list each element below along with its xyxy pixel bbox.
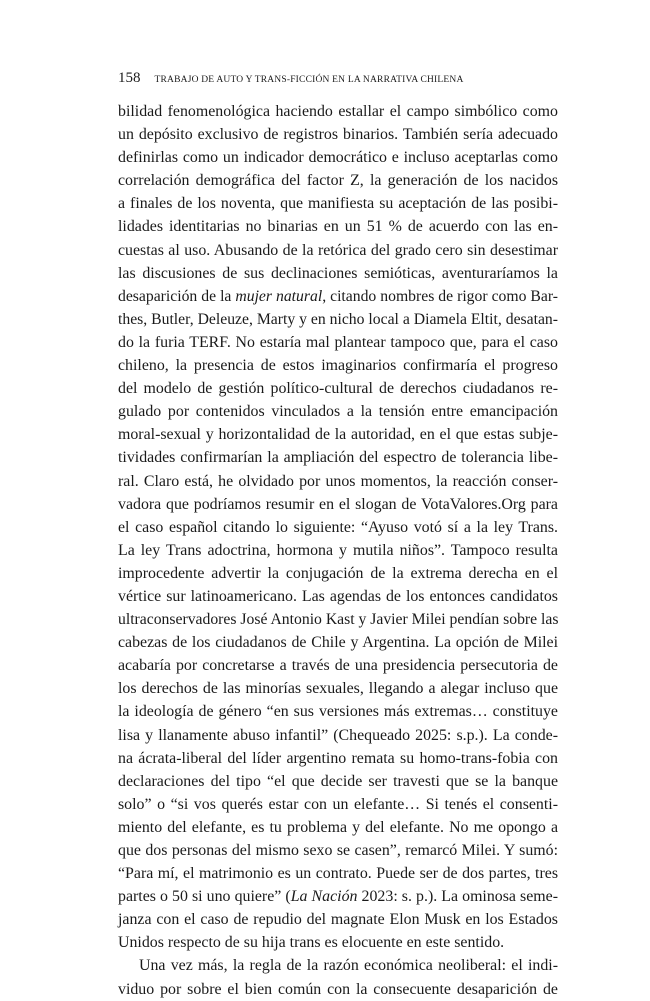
text-line: definirlas como un indicador democrático e incluso aceptarlas como xyxy=(118,149,558,167)
text-line: declaraciones del tipo “el que decide ser travesti que se la banque xyxy=(118,772,558,790)
text-line: improcedente advertir la conjugación de la extrema derecha en el xyxy=(118,564,558,582)
text-line: ral. Claro está, he olvidado por unos momentos, la reacción conser- xyxy=(118,472,558,490)
text-line: el caso español citando lo siguiente: “Ayuso votó sí a la ley Trans. xyxy=(118,518,558,536)
text-line: correlación demográfica del factor Z, la generación de los nacidos xyxy=(118,172,558,190)
text-line: vadora que podríamos resumir en el slogan de VotaValores.Org para xyxy=(118,495,558,513)
text-line: miento del elefante, es tu problema y del elefante. No me opongo a xyxy=(118,818,558,836)
text-line: cuestas al uso. Abusando de la retórica del grado cero sin desestimar xyxy=(118,241,558,259)
page-number: 158 xyxy=(118,70,141,86)
text-line: las discusiones de sus declinaciones semióticas, aventuraríamos la xyxy=(118,264,558,282)
text-line: a finales de los noventa, que manifiesta su aceptación de las posibi- xyxy=(118,195,558,213)
text-line: do la furia TERF. No estaría mal plantear tampoco que, para el caso xyxy=(118,333,558,351)
text-line: la ideología de género “en sus versiones más extremas… constituye xyxy=(118,703,558,721)
text-line: “Para mí, el matrimonio es un contrato. Puede ser de dos partes, tres xyxy=(118,865,558,883)
italic-term: mujer natural xyxy=(235,287,323,305)
text-line: ultraconservadores José Antonio Kast y Javier Milei pendían sobre las xyxy=(118,611,559,629)
text-line: moral-sexual y horizontalidad de la autoridad, en el que estas subje- xyxy=(118,426,558,444)
text-line: cabezas de los ciudadanos de Chile y Argentina. La opción de Milei xyxy=(118,634,558,652)
italic-source: La Nación xyxy=(290,888,358,906)
text-line: bilidad fenomenológica haciendo estallar el campo simbólico como xyxy=(118,103,558,120)
text-line: que dos personas del mismo sexo se casen”, remarcó Milei. Y sumó: xyxy=(118,842,558,859)
text-line: viduo por sobre el bien común con la consecuente desaparición de xyxy=(118,980,558,998)
text-line: thes, Butler, Deleuze, Marty y en nicho local a Diamela Eltit, desatan- xyxy=(118,310,558,328)
text-line: un depósito exclusivo de registros binarios. También sería adecuado xyxy=(118,126,558,144)
running-head: TRABAJO DE AUTO Y TRANS-FICCIÓN EN LA NARRATIVA CHILENA xyxy=(154,75,464,85)
paragraph-last-line: Unidos respecto de su hija trans es elocuente en este sentido. xyxy=(118,934,505,952)
text-line: del modelo de gestión político-cultural de derechos ciudadanos re- xyxy=(118,380,558,398)
text-line: chileno, la presencia de estos imaginarios confirmaría el progreso xyxy=(118,357,558,375)
text-line: vértice sur latinoamericano. Las agendas de los entonces candidatos xyxy=(118,587,558,605)
text-line: tividades confirmarían la ampliación del espectro de tolerancia libe- xyxy=(118,449,558,467)
text-line: los derechos de las minorías sexuales, llegando a alegar incluso que xyxy=(118,680,558,698)
text-line: desaparición de la mujer natural, citando nombres de rigor como Bar- xyxy=(118,287,558,305)
text-line: solo” o “si vos querés estar con un elefante… Si tenés el consenti- xyxy=(118,795,558,813)
body-text xyxy=(118,100,558,1001)
text-line: gulado por contenidos vinculados a la tensión entre emancipación xyxy=(118,403,558,421)
paragraph-first-line: Una vez más, la regla de la razón económica neoliberal: el indi- xyxy=(139,957,558,975)
page-header xyxy=(118,70,558,87)
text-line: acabaría por concretarse a través de una presidencia persecutoria de xyxy=(118,657,558,675)
text-line: La ley Trans adoctrina, hormona y mutila niños”. Tampoco resulta xyxy=(118,541,558,559)
text-line: partes o 50 si uno quiere” (La Nación 2023: s. p.). La ominosa seme- xyxy=(118,888,558,906)
text-line: janza con el caso de repudio del magnate Elon Musk en los Estados xyxy=(118,911,558,929)
text-line: na ácrata-liberal del líder argentino remata su homo-trans-fobia con xyxy=(118,749,558,767)
text-line: lisa y llanamente abuso infantil” (Chequeado 2025: s.p.). La conde- xyxy=(118,726,558,744)
text-line: lidades identitarias no binarias en un 51 % de acuerdo con las en- xyxy=(118,218,558,236)
